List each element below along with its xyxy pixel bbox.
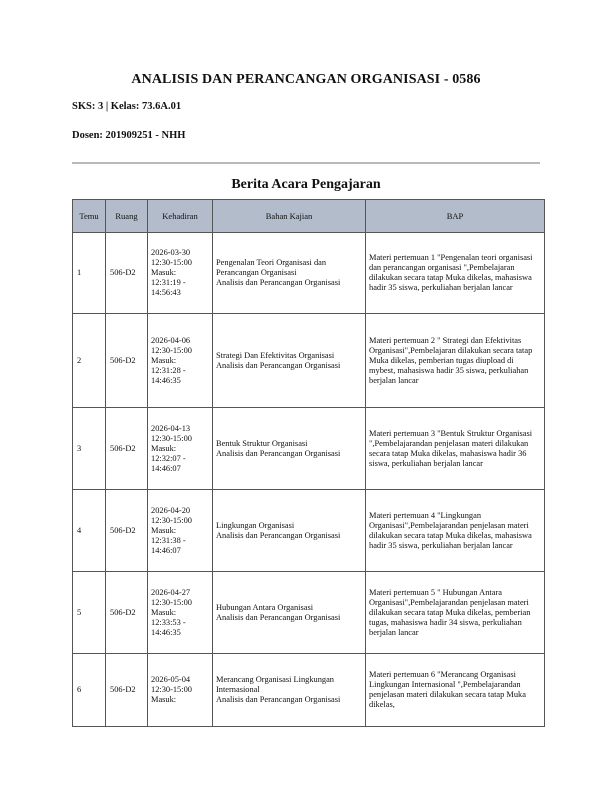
bahan-course: Analisis dan Perancangan Organisasi [216,695,341,704]
section-title: Berita Acara Pengajaran [231,177,381,192]
bap-cell: Materi pertemuan 3 "Bentuk Struktur Organisasi ",Pembelajarandan penjelasan materi dilakukan secara tatap Muka dikelas, mahasiswa hadir 36 siswa, perkuliahan berjalan lancar [366,408,545,490]
kehadiran-date: 2026-04-20 [151,505,191,515]
sks-kelas-info: SKS: 3 | Kelas: 73.6A.01 [72,101,182,112]
temu-cell: 1 [73,233,106,314]
kehadiran-cell [148,490,213,572]
bahan-topic: Merancang Organisasi Lingkungan Internasional [216,675,334,694]
kehadiran-date: 2026-05-04 [151,675,191,684]
kehadiran-in: 12:31:38 - [151,535,186,545]
ruang-cell: 506-D2 [106,233,148,314]
kehadiran-cell [148,233,213,314]
kehadiran-time: 12:30-15:00 [151,515,192,525]
table-row [73,408,545,490]
bahan-kajian-cell [213,572,366,654]
kehadiran-out: 14:46:07 [151,545,181,555]
kehadiran-time: 12:30-15:00 [151,258,192,267]
bahan-topic: Hubungan Antara Organisasi [216,602,314,612]
col-header-temu: Temu [73,200,106,233]
kehadiran-cell [148,572,213,654]
table-row [73,233,545,314]
bahan-kajian-cell [213,408,366,490]
bahan-course: Analisis dan Perancangan Organisasi [216,360,341,370]
kehadiran-date: 2026-04-13 [151,423,191,433]
bahan-topic: Strategi Dan Efektivitas Organisasi [216,350,335,360]
ruang-cell: 506-D2 [106,654,148,727]
kehadiran-out: 14:56:43 [151,288,181,297]
kehadiran-time: 12:30-15:00 [151,685,192,694]
kehadiran-date: 2026-04-27 [151,587,191,597]
bahan-course: Analisis dan Perancangan Organisasi [216,278,341,287]
bap-table [72,199,545,727]
temu-cell: 5 [73,572,106,654]
kehadiran-out: 14:46:35 [151,627,181,637]
table-row [73,490,545,572]
bahan-kajian-cell [213,654,366,727]
bahan-kajian-cell [213,233,366,314]
bahan-kajian-cell [213,490,366,572]
kehadiran-masuk-label: Masuk: [151,355,177,365]
bap-cell: Materi pertemuan 5 " Hubungan Antara Organisasi",Pembelajarandan penjelasan materi dilakukan secara tatap Muka dikelas, pemberian tugas, mahasiswa hadir 34 siswa, perkuliahan berjalan lancar [366,572,545,654]
bahan-topic: Lingkungan Organisasi [216,520,295,530]
ruang-cell: 506-D2 [106,490,148,572]
table-row [73,572,545,654]
course-title: ANALISIS DAN PERANCANGAN ORGANISASI - 0586 [131,72,481,87]
kehadiran-cell [148,314,213,408]
bahan-topic: Pengenalan Teori Organisasi dan Perancangan Organisasi [216,258,327,277]
kehadiran-masuk-label: Masuk: [151,695,177,704]
ruang-cell: 506-D2 [106,314,148,408]
temu-cell: 4 [73,490,106,572]
dosen-info: Dosen: 201909251 - NHH [72,130,186,141]
col-header-kehadiran: Kehadiran [148,200,213,233]
kehadiran-time: 12:30-15:00 [151,345,192,355]
col-header-bap: BAP [366,200,545,233]
col-header-ruang: Ruang [106,200,148,233]
kehadiran-out: 14:46:07 [151,463,181,473]
bahan-course: Analisis dan Perancangan Organisasi [216,612,341,622]
kehadiran-cell [148,654,213,727]
temu-cell: 6 [73,654,106,727]
kehadiran-out: 14:46:35 [151,375,181,385]
kehadiran-in: 12:31:28 - [151,365,186,375]
kehadiran-time: 12:30-15:00 [151,433,192,443]
kehadiran-in: 12:32:07 - [151,453,186,463]
kehadiran-in: 12:33:53 - [151,617,186,627]
bahan-topic: Bentuk Struktur Organisasi [216,438,308,448]
kehadiran-masuk-label: Masuk: [151,525,177,535]
kehadiran-time: 12:30-15:00 [151,597,192,607]
temu-cell: 3 [73,408,106,490]
kehadiran-masuk-label: Masuk: [151,268,177,277]
horizontal-divider [72,162,540,164]
kehadiran-date: 2026-04-06 [151,335,191,345]
kehadiran-masuk-label: Masuk: [151,607,177,617]
ruang-cell: 506-D2 [106,408,148,490]
kehadiran-masuk-label: Masuk: [151,443,177,453]
bap-cell: Materi pertemuan 1 "Pengenalan teori organisasi dan perancangan organisasi ",Pembelajaran dilakukan secara tatap Muka dikelas, mahasiswa hadir 35 siswa, perkuliahan berjalan lancar [366,233,545,314]
bahan-course: Analisis dan Perancangan Organisasi [216,448,341,458]
table-row [73,654,545,727]
ruang-cell: 506-D2 [106,572,148,654]
kehadiran-date: 2026-03-30 [151,248,191,257]
table-row [73,314,545,408]
temu-cell: 2 [73,314,106,408]
bahan-course: Analisis dan Perancangan Organisasi [216,530,341,540]
table-header-row [73,200,545,233]
col-header-bahan-kajian: Bahan Kajian [213,200,366,233]
bap-cell: Materi pertemuan 2 " Strategi dan Efektivitas Organisasi",Pembelajaran dilakukan secara tatap Muka dikelas, pemberian tugas diupload di mybest, mahasiswa hadir 35 siswa, perkuliahan berjalan lancar [366,314,545,408]
kehadiran-cell [148,408,213,490]
kehadiran-in: 12:31:19 - [151,278,186,287]
bap-cell: Materi pertemuan 6 "Merancang Organisasi Lingkungan Internasional ",Pembelajarandan penjelasan materi dilakukan secara tatap Muka dikelas, [366,654,545,727]
bahan-kajian-cell [213,314,366,408]
bap-cell: Materi pertemuan 4 "Lingkungan Organisasi",Pembelajarandan penjelasan materi dilakukan secara tatap Muka dikelas, mahasiswa hadir 35 siswa, perkuliahan berjalan lancar [366,490,545,572]
